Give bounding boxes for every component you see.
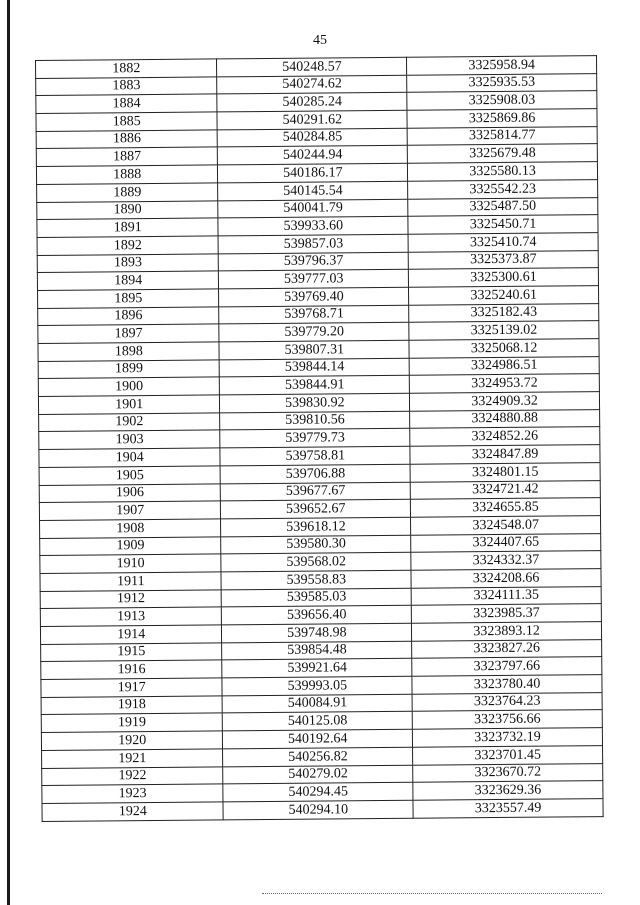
point-number-cell: 1916: [41, 660, 223, 679]
y-coordinate-cell: 3324852.26: [410, 427, 600, 446]
x-coordinate-cell: 539807.31: [219, 340, 409, 359]
point-number-cell: 1886: [36, 130, 218, 149]
x-coordinate-cell: 540244.94: [218, 146, 408, 165]
y-coordinate-cell: 3325958.94: [407, 56, 597, 75]
y-coordinate-cell: 3323732.19: [413, 728, 603, 747]
y-coordinate-cell: 3324208.66: [411, 569, 601, 588]
x-coordinate-cell: 539796.37: [219, 252, 409, 271]
y-coordinate-cell: 3324880.88: [410, 409, 600, 428]
y-coordinate-cell: 3324986.51: [409, 356, 599, 375]
point-number-cell: 1906: [39, 483, 221, 502]
point-number-cell: 1910: [40, 554, 222, 573]
point-number-cell: 1911: [40, 572, 222, 591]
y-coordinate-cell: 3324721.42: [410, 480, 600, 499]
footer-rule: [262, 893, 602, 894]
point-number-cell: 1900: [38, 377, 220, 396]
point-number-cell: 1922: [42, 766, 224, 785]
y-coordinate-cell: 3324111.35: [411, 586, 601, 605]
point-number-cell: 1912: [40, 590, 222, 609]
x-coordinate-cell: 539706.88: [221, 464, 411, 483]
y-coordinate-cell: 3325869.86: [407, 109, 597, 128]
x-coordinate-cell: 539854.48: [222, 641, 412, 660]
point-number-cell: 1905: [39, 466, 221, 485]
x-coordinate-cell: 539844.91: [220, 376, 410, 395]
x-coordinate-cell: 539810.56: [220, 411, 410, 430]
point-number-cell: 1890: [37, 200, 219, 219]
y-coordinate-cell: 3323827.26: [412, 639, 602, 658]
point-number-cell: 1924: [42, 802, 224, 821]
x-coordinate-cell: 540285.24: [217, 93, 407, 112]
x-coordinate-cell: 539656.40: [222, 606, 412, 625]
y-coordinate-cell: 3324655.85: [411, 498, 601, 517]
x-coordinate-cell: 539933.60: [218, 216, 408, 235]
x-coordinate-cell: 539830.92: [220, 393, 410, 412]
y-coordinate-cell: 3324407.65: [411, 533, 601, 552]
y-coordinate-cell: 3325814.77: [407, 126, 597, 145]
y-coordinate-cell: 3325679.48: [407, 144, 597, 163]
x-coordinate-cell: 539585.03: [222, 588, 412, 607]
point-number-cell: 1923: [42, 784, 224, 803]
x-coordinate-cell: 540145.54: [218, 181, 408, 200]
y-coordinate-cell: 3325908.03: [407, 91, 597, 110]
x-coordinate-cell: 539779.73: [220, 429, 410, 448]
point-number-cell: 1891: [37, 218, 219, 237]
x-coordinate-cell: 540186.17: [218, 163, 408, 182]
y-coordinate-cell: 3325300.61: [409, 268, 599, 287]
x-coordinate-cell: 539779.20: [219, 323, 409, 342]
point-number-cell: 1920: [41, 731, 223, 750]
x-coordinate-cell: 540248.57: [217, 57, 407, 76]
x-coordinate-cell: 540284.85: [218, 128, 408, 147]
y-coordinate-cell: 3323557.49: [413, 798, 603, 817]
x-coordinate-cell: 540256.82: [223, 747, 413, 766]
y-coordinate-cell: 3323797.66: [412, 657, 602, 676]
y-coordinate-cell: 3323893.12: [412, 622, 602, 641]
y-coordinate-cell: 3324847.89: [410, 445, 600, 464]
y-coordinate-cell: 3325935.53: [407, 73, 597, 92]
point-number-cell: 1907: [39, 501, 221, 520]
y-coordinate-cell: 3325068.12: [409, 339, 599, 358]
x-coordinate-cell: 539844.14: [220, 358, 410, 377]
point-number-cell: 1894: [37, 271, 219, 290]
y-coordinate-cell: 3323985.37: [411, 604, 601, 623]
x-coordinate-cell: 539618.12: [221, 517, 411, 536]
point-number-cell: 1892: [37, 236, 219, 255]
point-number-cell: 1918: [41, 696, 223, 715]
x-coordinate-cell: 540279.02: [223, 765, 413, 784]
x-coordinate-cell: 539857.03: [219, 234, 409, 253]
point-number-cell: 1921: [42, 749, 224, 768]
y-coordinate-cell: 3325580.13: [408, 162, 598, 181]
y-coordinate-cell: 3324801.15: [410, 462, 600, 481]
y-coordinate-cell: 3323780.40: [412, 675, 602, 694]
x-coordinate-cell: 539777.03: [219, 269, 409, 288]
point-number-cell: 1893: [37, 253, 219, 272]
y-coordinate-cell: 3325139.02: [409, 321, 599, 340]
point-number-cell: 1895: [38, 289, 220, 308]
point-number-cell: 1913: [40, 607, 222, 626]
point-number-cell: 1887: [36, 147, 218, 166]
y-coordinate-cell: 3323670.72: [413, 763, 603, 782]
point-number-cell: 1914: [40, 625, 222, 644]
y-coordinate-cell: 3325542.23: [408, 179, 598, 198]
table-body: [36, 56, 604, 821]
x-coordinate-cell: 539652.67: [221, 499, 411, 518]
y-coordinate-cell: 3324953.72: [409, 374, 599, 393]
x-coordinate-cell: 539768.71: [219, 305, 409, 324]
y-coordinate-cell: 3323701.45: [413, 745, 603, 764]
x-coordinate-cell: 540192.64: [223, 729, 413, 748]
x-coordinate-cell: 540125.08: [223, 712, 413, 731]
x-coordinate-cell: 539993.05: [222, 676, 412, 695]
point-number-cell: 1889: [37, 183, 219, 202]
point-number-cell: 1884: [36, 94, 218, 113]
x-coordinate-cell: 539677.67: [221, 482, 411, 501]
y-coordinate-cell: 3325240.61: [409, 286, 599, 305]
coordinates-table: [35, 55, 604, 821]
point-number-cell: 1885: [36, 112, 218, 131]
y-coordinate-cell: 3325182.43: [409, 303, 599, 322]
page-number: 45: [313, 33, 327, 48]
y-coordinate-cell: 3325373.87: [408, 250, 598, 269]
point-number-cell: 1899: [38, 360, 220, 379]
x-coordinate-cell: 540294.45: [223, 782, 413, 801]
point-number-cell: 1917: [41, 678, 223, 697]
x-coordinate-cell: 540274.62: [217, 75, 407, 94]
point-number-cell: 1897: [38, 324, 220, 343]
point-number-cell: 1888: [36, 165, 218, 184]
x-coordinate-cell: 539568.02: [221, 552, 411, 571]
x-coordinate-cell: 539580.30: [221, 535, 411, 554]
point-number-cell: 1909: [40, 536, 222, 555]
y-coordinate-cell: 3323629.36: [413, 781, 603, 800]
x-coordinate-cell: 540084.91: [223, 694, 413, 713]
x-coordinate-cell: 539758.81: [220, 446, 410, 465]
point-number-cell: 1908: [40, 519, 222, 538]
point-number-cell: 1904: [39, 448, 221, 467]
y-coordinate-cell: 3323756.66: [412, 710, 602, 729]
x-coordinate-cell: 539748.98: [222, 623, 412, 642]
y-coordinate-cell: 3325410.74: [408, 232, 598, 251]
y-coordinate-cell: 3324909.32: [410, 392, 600, 411]
y-coordinate-cell: 3325450.71: [408, 215, 598, 234]
point-number-cell: 1882: [36, 59, 218, 78]
point-number-cell: 1901: [38, 395, 220, 414]
point-number-cell: 1902: [39, 413, 221, 432]
y-coordinate-cell: 3323764.23: [412, 692, 602, 711]
scan-edge-line: [7, 0, 10, 905]
x-coordinate-cell: 539769.40: [219, 287, 409, 306]
point-number-cell: 1919: [41, 713, 223, 732]
x-coordinate-cell: 539558.83: [221, 570, 411, 589]
point-number-cell: 1898: [38, 342, 220, 361]
point-number-cell: 1903: [39, 430, 221, 449]
point-number-cell: 1915: [41, 643, 223, 662]
x-coordinate-cell: 540294.10: [223, 800, 413, 819]
y-coordinate-cell: 3324332.37: [411, 551, 601, 570]
point-number-cell: 1883: [36, 77, 218, 96]
x-coordinate-cell: 540291.62: [217, 110, 407, 129]
x-coordinate-cell: 539921.64: [222, 659, 412, 678]
x-coordinate-cell: 540041.79: [218, 199, 408, 218]
point-number-cell: 1896: [38, 307, 220, 326]
y-coordinate-cell: 3324548.07: [411, 515, 601, 534]
y-coordinate-cell: 3325487.50: [408, 197, 598, 216]
